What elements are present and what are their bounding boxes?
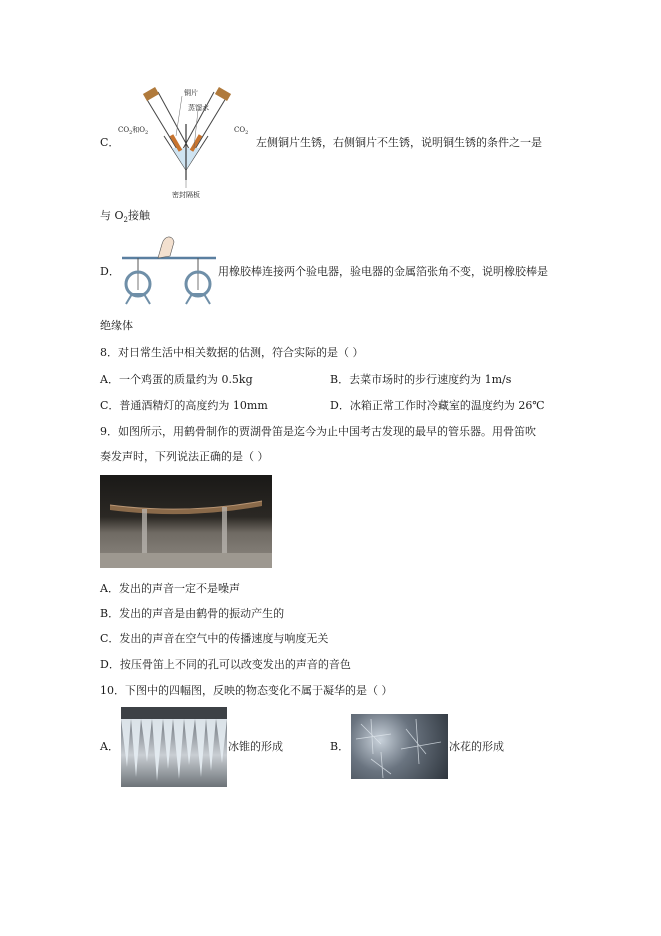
electroscope-diagram [118, 230, 218, 306]
ice-flower-photo [351, 714, 448, 779]
label-copper: 铜片 [184, 89, 198, 97]
q9-stem-line-2: 奏发声时，下列说法正确的是（ ） [100, 450, 269, 463]
q7-option-c-continuation: 与 $O_2$接触 [100, 209, 150, 225]
label-partition: 密封隔板 [172, 191, 200, 199]
q8-option-a: A．一个鸡蛋的质量约为 0.5kg [100, 373, 253, 386]
bone-flute-illustration [100, 475, 272, 568]
q9-option-d: D．按压骨笛上不同的孔可以改变发出的声音的音色 [100, 658, 351, 671]
bone-flute-photo [100, 475, 272, 568]
electroscope-left [126, 258, 150, 304]
q8-option-c: C．普通酒精灯的高度约为 10mm [100, 399, 268, 412]
q9-option-a: A．发出的声音一定不是噪声 [100, 582, 240, 595]
q9-option-b: B．发出的声音是由鹤骨的振动产生的 [100, 607, 285, 620]
q7-option-c-label: C． [100, 136, 120, 149]
q7-option-d-label: D． [100, 265, 120, 278]
icicle-illustration [121, 707, 227, 787]
ice-flower-illustration [351, 714, 448, 779]
q10-option-b-label: B． [330, 740, 350, 753]
q8-stem: 8．对日常生活中相关数据的估测，符合实际的是（ ） [100, 346, 364, 359]
icicle-photo [121, 707, 227, 787]
q10-option-a-label: A． [100, 740, 119, 753]
q7-option-c-text: 左侧铜片生锈，右侧铜片不生锈，说明铜生锈的条件之一是 [256, 136, 542, 149]
q7-option-d-text: 用橡胶棒连接两个验电器，验电器的金属箔张角不变，说明橡胶棒是 [218, 265, 548, 278]
copper-rust-diagram [116, 84, 256, 202]
q10-option-a-text: 冰锥的形成 [228, 740, 283, 753]
label-water: 蒸馏水 [188, 104, 209, 112]
q8-option-d: D．冰箱正常工作时冷藏室的温度约为 26℃ [330, 399, 545, 412]
label-left-gas: $CO_2$和$O_2$ [118, 126, 149, 136]
q8-option-b: B．去菜市场时的步行速度约为 1m/s [330, 373, 512, 386]
q9-option-c: C．发出的声音在空气中的传播速度与响度无关 [100, 632, 329, 645]
label-right-gas: $CO_2$ [234, 126, 249, 136]
q9-stem-line-1: 9．如图所示，用鹤骨制作的贾湖骨笛是迄今为止中国考古发现的最早的管乐器。用骨笛吹 [100, 425, 536, 438]
q7-option-d-continuation: 绝缘体 [100, 319, 133, 332]
electroscope-right [186, 258, 210, 304]
q10-stem: 10．下图中的四幅图，反映的物态变化不属于凝华的是（ ） [100, 684, 393, 697]
q10-option-b-text: 冰花的形成 [449, 740, 504, 753]
